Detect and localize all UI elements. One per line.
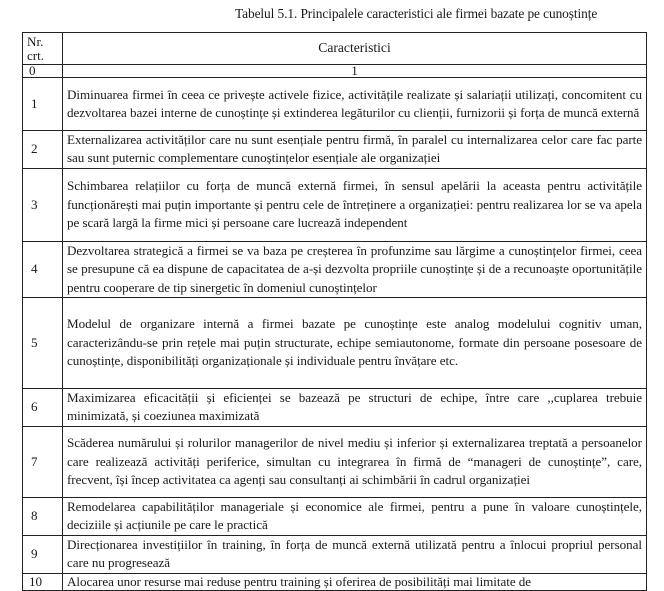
table-row — [23, 131, 647, 169]
table-row — [23, 497, 647, 535]
row-number: 7 — [23, 426, 63, 497]
row-text: Dezvoltarea strategică a firmei se va baza pe creșterea în profunzime sau lărgime a cunoștințelor firmei, ceea se presupune că ea dispune de capacitatea de a-și dezvolta propriile cunoștințe și de a recunoaște oportunitățile pentru cooperare de tip sinergetic în domeniul cunoștințelor — [63, 241, 647, 297]
row-text: Schimbarea relațiilor cu forța de muncă externă firmei, în sensul apelării la aceasta pentru activitățile funcționărești mai puțin importante și pentru cele de întreținere a organizației: pentru realizarea lor se va apela pe scară largă la firme mici și persoane care lucrează independent — [63, 168, 647, 241]
column-index-text: 1 — [63, 65, 647, 78]
table-row — [23, 241, 647, 297]
row-number: 5 — [23, 298, 63, 389]
row-text: Maximizarea eficacității și eficienței se bazează pe structuri de echipe, între care ,,cuplarea trebuie minimizată, și coeziunea maximizată — [63, 389, 647, 427]
row-text: Diminuarea firmei în ceea ce privește activele fizice, activitățile realizate și salariații utilizați, concomitent cu dezvoltarea bazei interne de cunoștințe și extinderea legăturilor cu clienții, furnizorii și forța de muncă externă — [63, 78, 647, 131]
table-row — [23, 535, 647, 573]
table-caption: Tabelul 5.1. Principalele caracteristici ale firmei bazate pe cunoștințe — [235, 6, 598, 21]
row-number: 9 — [23, 535, 63, 573]
table-row — [23, 426, 647, 497]
characteristics-table — [22, 32, 647, 591]
row-text: Scăderea numărului și rolurilor managerilor de nivel mediu și inferior și externalizarea treptată a persoanelor care realizează activități periferice, simultan cu integrarea în firmă de “manageri de cunoștințe”, care, frecvent, își încep activitatea ca agenți sau consultanți ai schimbării în cadrul organizației — [63, 426, 647, 497]
row-text: Alocarea unor resurse mai reduse pentru training și oferirea de posibilități mai limitate de — [63, 573, 647, 590]
row-number: 10 — [23, 573, 63, 590]
row-text: Remodelarea capabilităților manageriale și economice ale firmei, pentru a pune în valoare cunoștințele, deciziile și acțiunile pe care le practică — [63, 497, 647, 535]
column-index-nr: 0 — [23, 65, 63, 78]
row-number: 2 — [23, 131, 63, 169]
row-number: 8 — [23, 497, 63, 535]
row-number: 3 — [23, 168, 63, 241]
row-text: Modelul de organizare internă a firmei bazate pe cunoștințe este analog modelului cognitiv uman, caracterizându-se prin rețele mai puțin structurate, echipe semiautonome, formate din persoane posesoare de cunoștințe, disponibilități organizaționale și individuale pentru învățare etc. — [63, 298, 647, 389]
table-row — [23, 168, 647, 241]
row-number: 4 — [23, 241, 63, 297]
header-caracteristici: Caracteristici — [63, 33, 647, 65]
column-index-row — [23, 65, 647, 78]
row-number: 1 — [23, 78, 63, 131]
row-text: Direcționarea investițiilor în training, în forța de muncă externă utilizată pentru a înlocui propriul personal care nu progresează — [63, 535, 647, 573]
row-number: 6 — [23, 389, 63, 427]
table-row — [23, 298, 647, 389]
table-header-row — [23, 33, 647, 65]
table-row — [23, 78, 647, 131]
row-text: Externalizarea activităților care nu sunt esențiale pentru firmă, în paralel cu internalizarea celor care fac parte sau sunt puternic complementare cunoștințelor esențiale ale organizației — [63, 131, 647, 169]
header-nr-crt: Nr. crt. — [23, 33, 63, 65]
table-row — [23, 389, 647, 427]
